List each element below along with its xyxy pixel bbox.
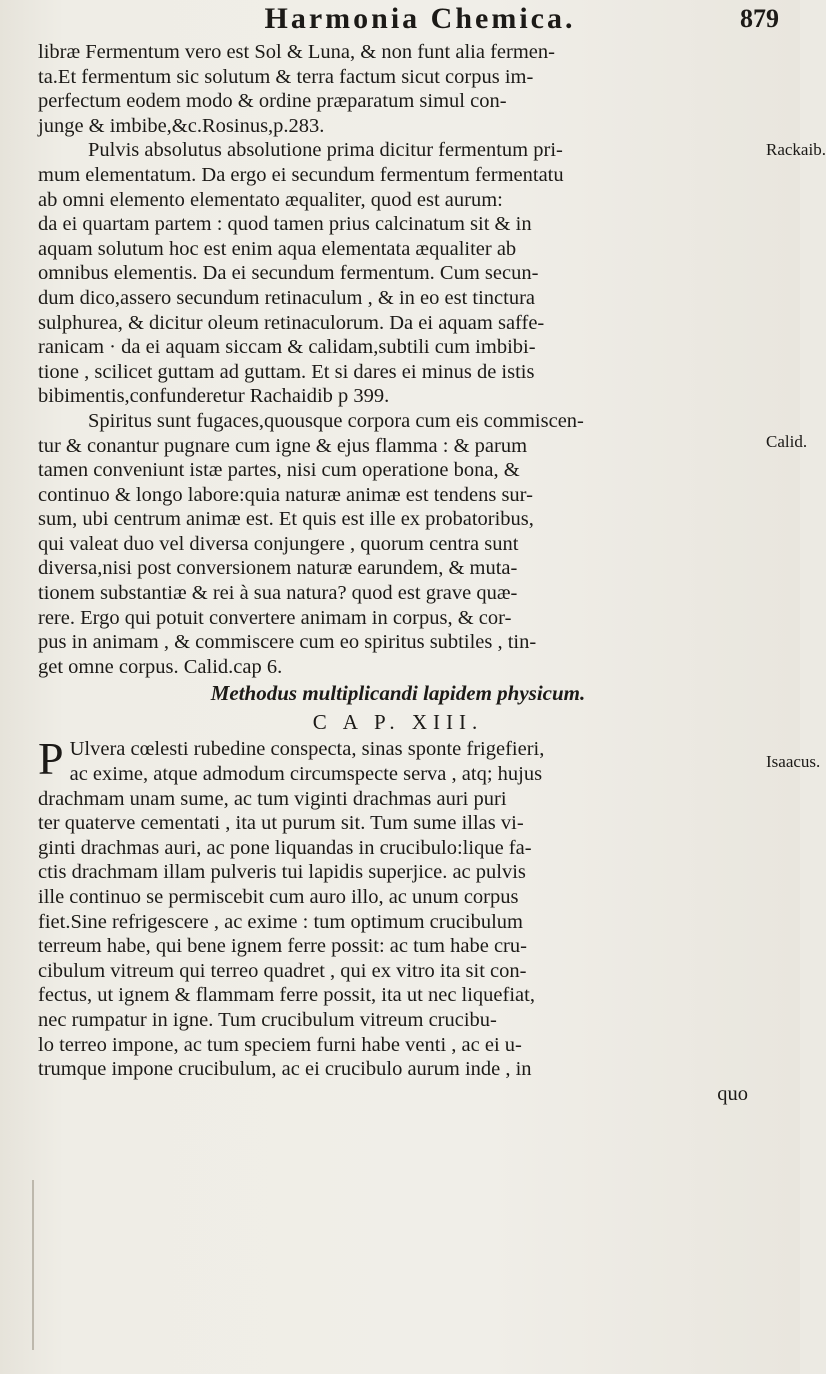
main-text (38, 40, 758, 1106)
text-line: pus in animam , & commiscere cum eo spiritus subtiles , tin- (38, 631, 537, 654)
text-line: tione , scilicet guttam ad guttam. Et si dares ei minus de istis (38, 360, 535, 383)
text-line: junge & imbibe,&c.Rosinus,p.283. (38, 114, 325, 137)
text-line: lo terreo impone, ac tum speciem furni habe venti , ac ei u- (38, 1033, 522, 1056)
text-line: trumque impone crucibulum, ac ei crucibulo aurum inde , in (38, 1058, 532, 1081)
text-line: ta.Et fermentum sic solutum & terra factum sicut corpus im- (38, 65, 534, 88)
text-line: Pulvis absolutus absolutione prima dicitur fermentum pri- (88, 139, 563, 162)
margin-note-rackaib: Rackaib. (766, 140, 826, 159)
text-line: continuo & longo labore:quia naturæ animæ est tendens sur- (38, 483, 533, 506)
text-line: cibulum vitreum qui terreo quadret , qui ex vitro ita sit con- (38, 959, 527, 982)
page-gutter-shadow (32, 1180, 34, 1350)
text-line: ab omni elemento elementato æqualiter, quod est aurum: (38, 188, 503, 211)
text-line: libræ Fermentum vero est Sol & Luna, & non funt alia fermen- (38, 41, 555, 63)
text-line: tionem substantiæ & rei à sua natura? quod est grave quæ- (38, 582, 518, 605)
text-line: bibimentis,confunderetur Rachaidib p 399. (38, 385, 390, 408)
chapter-heading: C A P. XIII. (312, 710, 484, 735)
section-heading: Methodus multiplicandi lapidem physicum. (210, 681, 586, 706)
text-line: da ei quartam partem : quod tamen prius calcinatum sit & in (38, 213, 532, 236)
text-line: diversa,nisi post conversionem naturæ earundem, & muta- (38, 557, 518, 580)
text-line: ginti drachmas auri, ac pone liquandas in crucibulo:lique fa- (38, 836, 532, 859)
text-line: drachmam unam sume, ac tum viginti drachmas auri puri (38, 787, 507, 810)
margin-note-isaacus: Isaacus. (766, 752, 821, 771)
text-line: tur & conantur pugnare cum igne & ejus flamma : & parum (38, 434, 528, 457)
text-line: terreum habe, qui bene ignem ferre possit: ac tum habe cru- (38, 935, 527, 958)
margin-note-calid: Calid. (766, 432, 808, 451)
text-line: qui valeat duo vel diversa conjungere , quorum centra sunt (38, 532, 519, 555)
text-line: Spiritus sunt fugaces,quousque corpora cum eis commiscen- (88, 409, 584, 432)
text-line: sum, ubi centrum animæ est. Et quis est ille ex probatoribus, (38, 508, 534, 531)
text-line: perfectum eodem modo & ordine præparatum simul con- (38, 90, 507, 113)
text-line: aquam solutum hoc est enim aqua elementata æqualiter ab (38, 237, 517, 260)
text-line: ranicam · da ei aquam siccam & calidam,subtili cum imbibi- (38, 336, 536, 359)
text-line: sulphurea, & dicitur oleum retinaculorum. Da ei aquam saffe- (38, 311, 545, 334)
text-line: ac exime, atque admodum circumspecte serva , atq; hujus (69, 763, 543, 786)
text-line: omnibus elementis. Da ei secundum fermentum. Cum secun- (38, 262, 539, 285)
text-line: Ulvera cœlesti rubedine conspecta, sinas sponte frigefieri, (69, 738, 545, 761)
text-line: ctis drachmam illam pulveris tui lapidis superjice. ac pulvis (38, 861, 526, 884)
text-line: dum dico,assero secundum retinaculum , & in eo est tinctura (38, 286, 535, 309)
text-line: ter quaterve cementati , ita ut purum sit. Tum sume illas vi- (38, 812, 524, 835)
text-line: get omne corpus. Calid.cap 6. (38, 655, 283, 678)
chapter-paragraph (38, 733, 758, 1106)
text-line: rere. Ergo qui potuit convertere animam in corpus, & cor- (38, 606, 512, 629)
drop-capital: P (38, 733, 64, 785)
text-line: fiet.Sine refrigescere , ac exime : tum optimum crucibulum (38, 910, 524, 933)
text-line: mum elementatum. Da ergo ei secundum fermentum fermentatu (38, 163, 564, 186)
text-line: ille continuo se permiscebit cum auro illo, ac unum corpus (38, 886, 519, 908)
text-line: nec rumpatur in igne. Tum crucibulum vitreum crucibu- (38, 1008, 497, 1031)
text-line: fectus, ut ignem & flammam ferre possit, ita ut nec liquefiat, (38, 984, 535, 1007)
text-line: tamen conveniunt istæ partes, nisi cum operatione bona, & (38, 459, 520, 482)
page-number: 879 (740, 4, 779, 33)
running-title: Harmonia Chemica. (264, 2, 576, 35)
catchword: quo (717, 1082, 748, 1105)
